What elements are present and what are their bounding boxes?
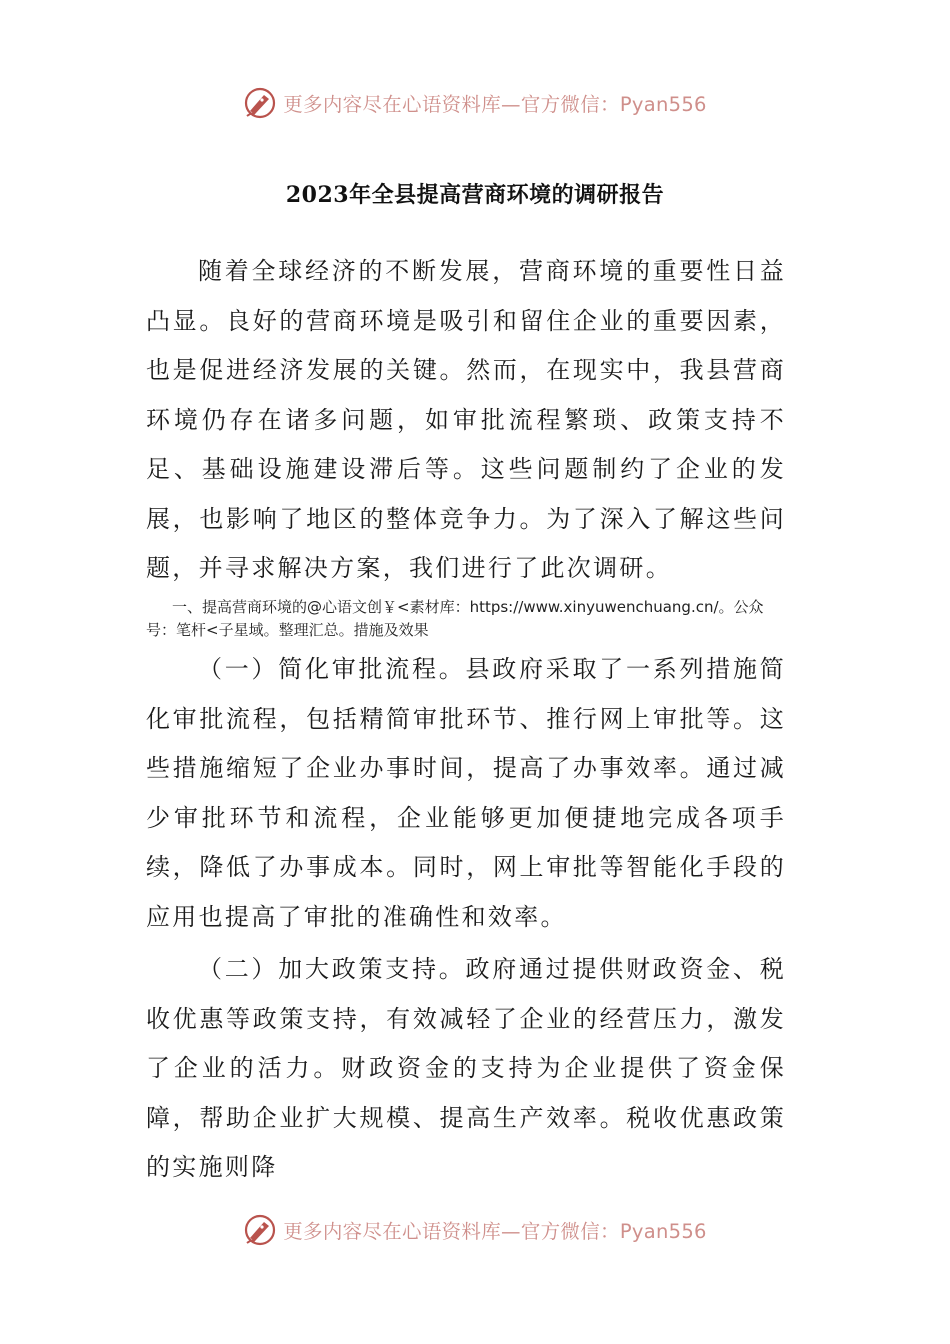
watermark-text: 更多内容尽在心语资料库—官方微信：Pyan556 bbox=[283, 93, 707, 116]
intro-paragraph: 随着全球经济的不断发展，营商环境的重要性日益凸显。良好的营商环境是吸引和留住企业的重要因素，也是促进经济发展的关键。然而，在现实中，我县营商环境仍存在诸多问题，如审批流程繁琐、政策支持不足、基础设施建设滞后等。这些问题制约了企业的发展，也影响了地区的整体竞争力。为了深入了解这些问题，并寻求解决方案，我们进行了此次调研。 bbox=[146, 257, 786, 582]
header-watermark bbox=[0, 83, 950, 123]
footer-watermark bbox=[0, 1210, 950, 1250]
watermark-text: 更多内容尽在心语资料库—官方微信：Pyan556 bbox=[283, 1220, 707, 1243]
pen-nib-circle-icon bbox=[243, 1213, 277, 1247]
section-heading: 一、提高营商环境的@心语文创￥<素材库：https://www.xinyuwenchuang.cn/。公众号：笔杆<子星域。整理汇总。措施及效果 bbox=[146, 598, 764, 639]
body-paragraph: （二）加大政策支持。政府通过提供财政资金、税收优惠等政策支持，有效减轻了企业的经营压力，激发了企业的活力。财政资金的支持为企业提供了资金保障，帮助企业扩大规模、提高生产效率。税收优惠政策的实施则降 bbox=[146, 955, 786, 1181]
pen-nib-circle-icon bbox=[243, 86, 277, 120]
document-title: 2023年全县提高营商环境的调研报告 bbox=[285, 182, 665, 208]
body-paragraph: （一）简化审批流程。县政府采取了一系列措施简化审批流程，包括精简审批环节、推行网上审批等。这些措施缩短了企业办事时间，提高了办事效率。通过减少审批环节和流程，企业能够更加便捷地完成各项手续，降低了办事成本。同时，网上审批等智能化手段的应用也提高了审批的准确性和效率。 bbox=[146, 655, 786, 931]
